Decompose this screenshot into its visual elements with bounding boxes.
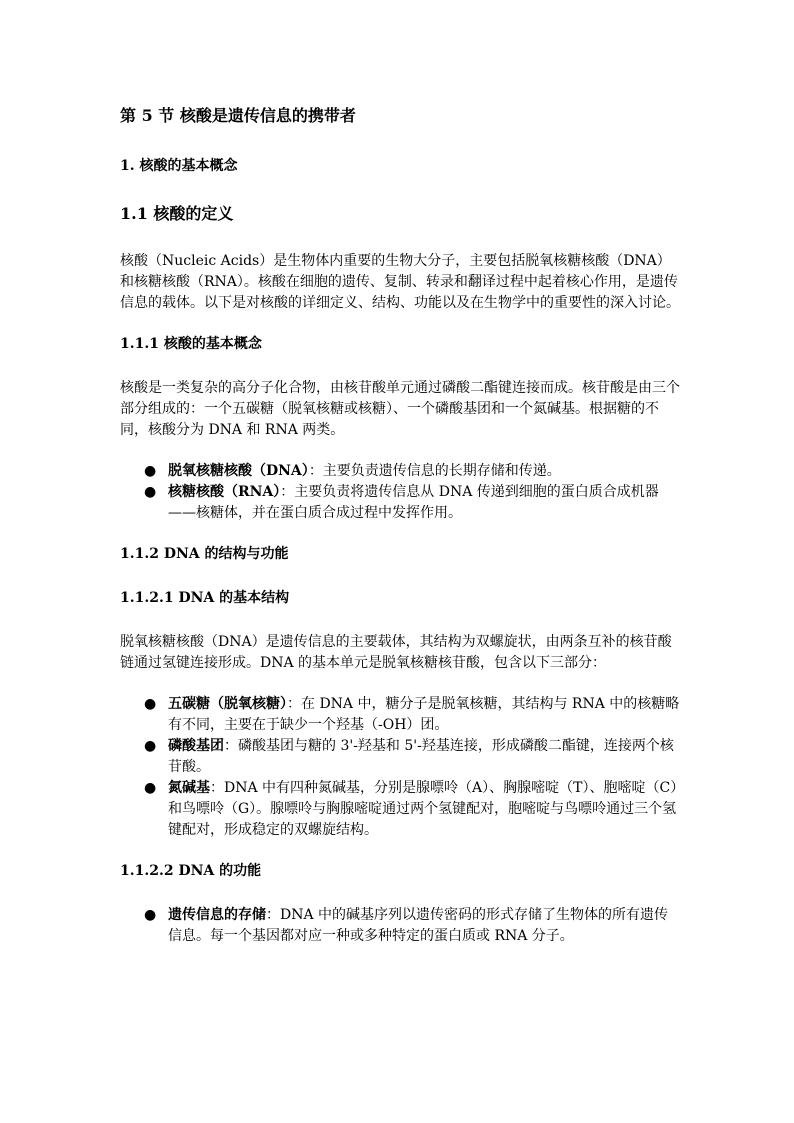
heading-1-1-2: 1.1.2 DNA 的结构与功能 (120, 546, 289, 562)
bullet-icon: ● (144, 696, 157, 712)
heading-1-1: 1.1 核酸的定义 (120, 204, 234, 223)
paragraph-dna-structure: 脱氧核糖核酸（DNA）是遗传信息的主要载体，其结构为双螺旋状，由两条互补的核苷酸链通过氢键连接形成。DNA 的基本单元是脱氧核糖核苷酸，包含以下三部分： (120, 634, 672, 671)
list-item (144, 736, 680, 778)
heading-1-1-2-2: 1.1.2.2 DNA 的功能 (120, 863, 262, 879)
list-item-text: ：在 DNA 中，糖分子是脱氧核糖，其结构与 RNA 中的核糖略有不同，主要在于缺少一个羟基（-OH）团。 (168, 696, 680, 733)
list-item-term: 核糖核酸（RNA） (168, 484, 281, 500)
heading-1-1-2-1: 1.1.2.1 DNA 的基本结构 (120, 590, 290, 606)
list-item-text: ：主要负责遗传信息的长期存储和传递。 (308, 463, 561, 479)
document-page (120, 106, 680, 967)
bullet-list-dna-components (120, 694, 680, 841)
list-item-term: 氮碱基 (168, 780, 210, 796)
list-item-text: ：主要负责将遗传信息从 DNA 传递到细胞的蛋白质合成机器——核糖体，并在蛋白质合成过程中发挥作用。 (168, 484, 659, 521)
list-item-term: 五碳糖（脱氧核糖） (168, 696, 287, 712)
bullet-icon: ● (144, 907, 157, 923)
heading-1: 1. 核酸的基本概念 (120, 158, 238, 174)
paragraph-nucleic-acid-definition: 核酸（Nucleic Acids）是生物体内重要的生物大分子，主要包括脱氧核糖核酸（DNA）和核糖核酸（RNA）。核酸在细胞的遗传、复制、转录和翻译过程中起着核心作用，是遗传信息的载体。以下是对核酸的详细定义、结构、功能以及在生物学中的重要性的深入讨论。 (120, 253, 680, 311)
bullet-icon: ● (144, 738, 157, 754)
list-item-text: ：DNA 中有四种氮碱基，分别是腺嘌呤（A）、胸腺嘧啶（T）、胞嘧啶（C）和鸟嘌呤（G）。腺嘌呤与胸腺嘧啶通过两个氢键配对，胞嘧啶与鸟嘌呤通过三个氢键配对，形成稳定的双螺旋结构。 (168, 780, 678, 838)
list-item-text: ：磷酸基团与糖的 3'-羟基和 5'-羟基连接，形成磷酸二酯键，连接两个核苷酸。 (168, 738, 674, 775)
list-item (144, 778, 680, 841)
heading-1-1-1: 1.1.1 核酸的基本概念 (120, 336, 262, 352)
list-item-term: 磷酸基团 (168, 738, 224, 754)
list-item (144, 482, 680, 524)
list-item (144, 905, 680, 947)
bullet-icon: ● (144, 780, 157, 796)
bullet-list-dna-function (120, 905, 680, 947)
bullet-icon: ● (144, 463, 157, 479)
list-item-term: 遗传信息的存储 (168, 907, 266, 923)
list-item (144, 461, 680, 482)
section-title: 第 5 节 核酸是遗传信息的携带者 (120, 106, 356, 125)
list-item-term: 脱氧核糖核酸（DNA） (168, 463, 309, 479)
list-item (144, 694, 680, 736)
bullet-list-dna-rna (120, 461, 680, 524)
bullet-icon: ● (144, 484, 157, 500)
paragraph-nucleic-acid-concept: 核酸是一类复杂的高分子化合物，由核苷酸单元通过磷酸二酯键连接而成。核苷酸是由三个部分组成的：一个五碳糖（脱氧核糖或核糖）、一个磷酸基团和一个氮碱基。根据糖的不同，核酸分为 DNA 和 RNA 两类。 (120, 380, 680, 438)
list-item-text: ：DNA 中的碱基序列以遗传密码的形式存储了生物体的所有遗传信息。每一个基因都对应一种或多种特定的蛋白质或 RNA 分子。 (168, 907, 669, 944)
